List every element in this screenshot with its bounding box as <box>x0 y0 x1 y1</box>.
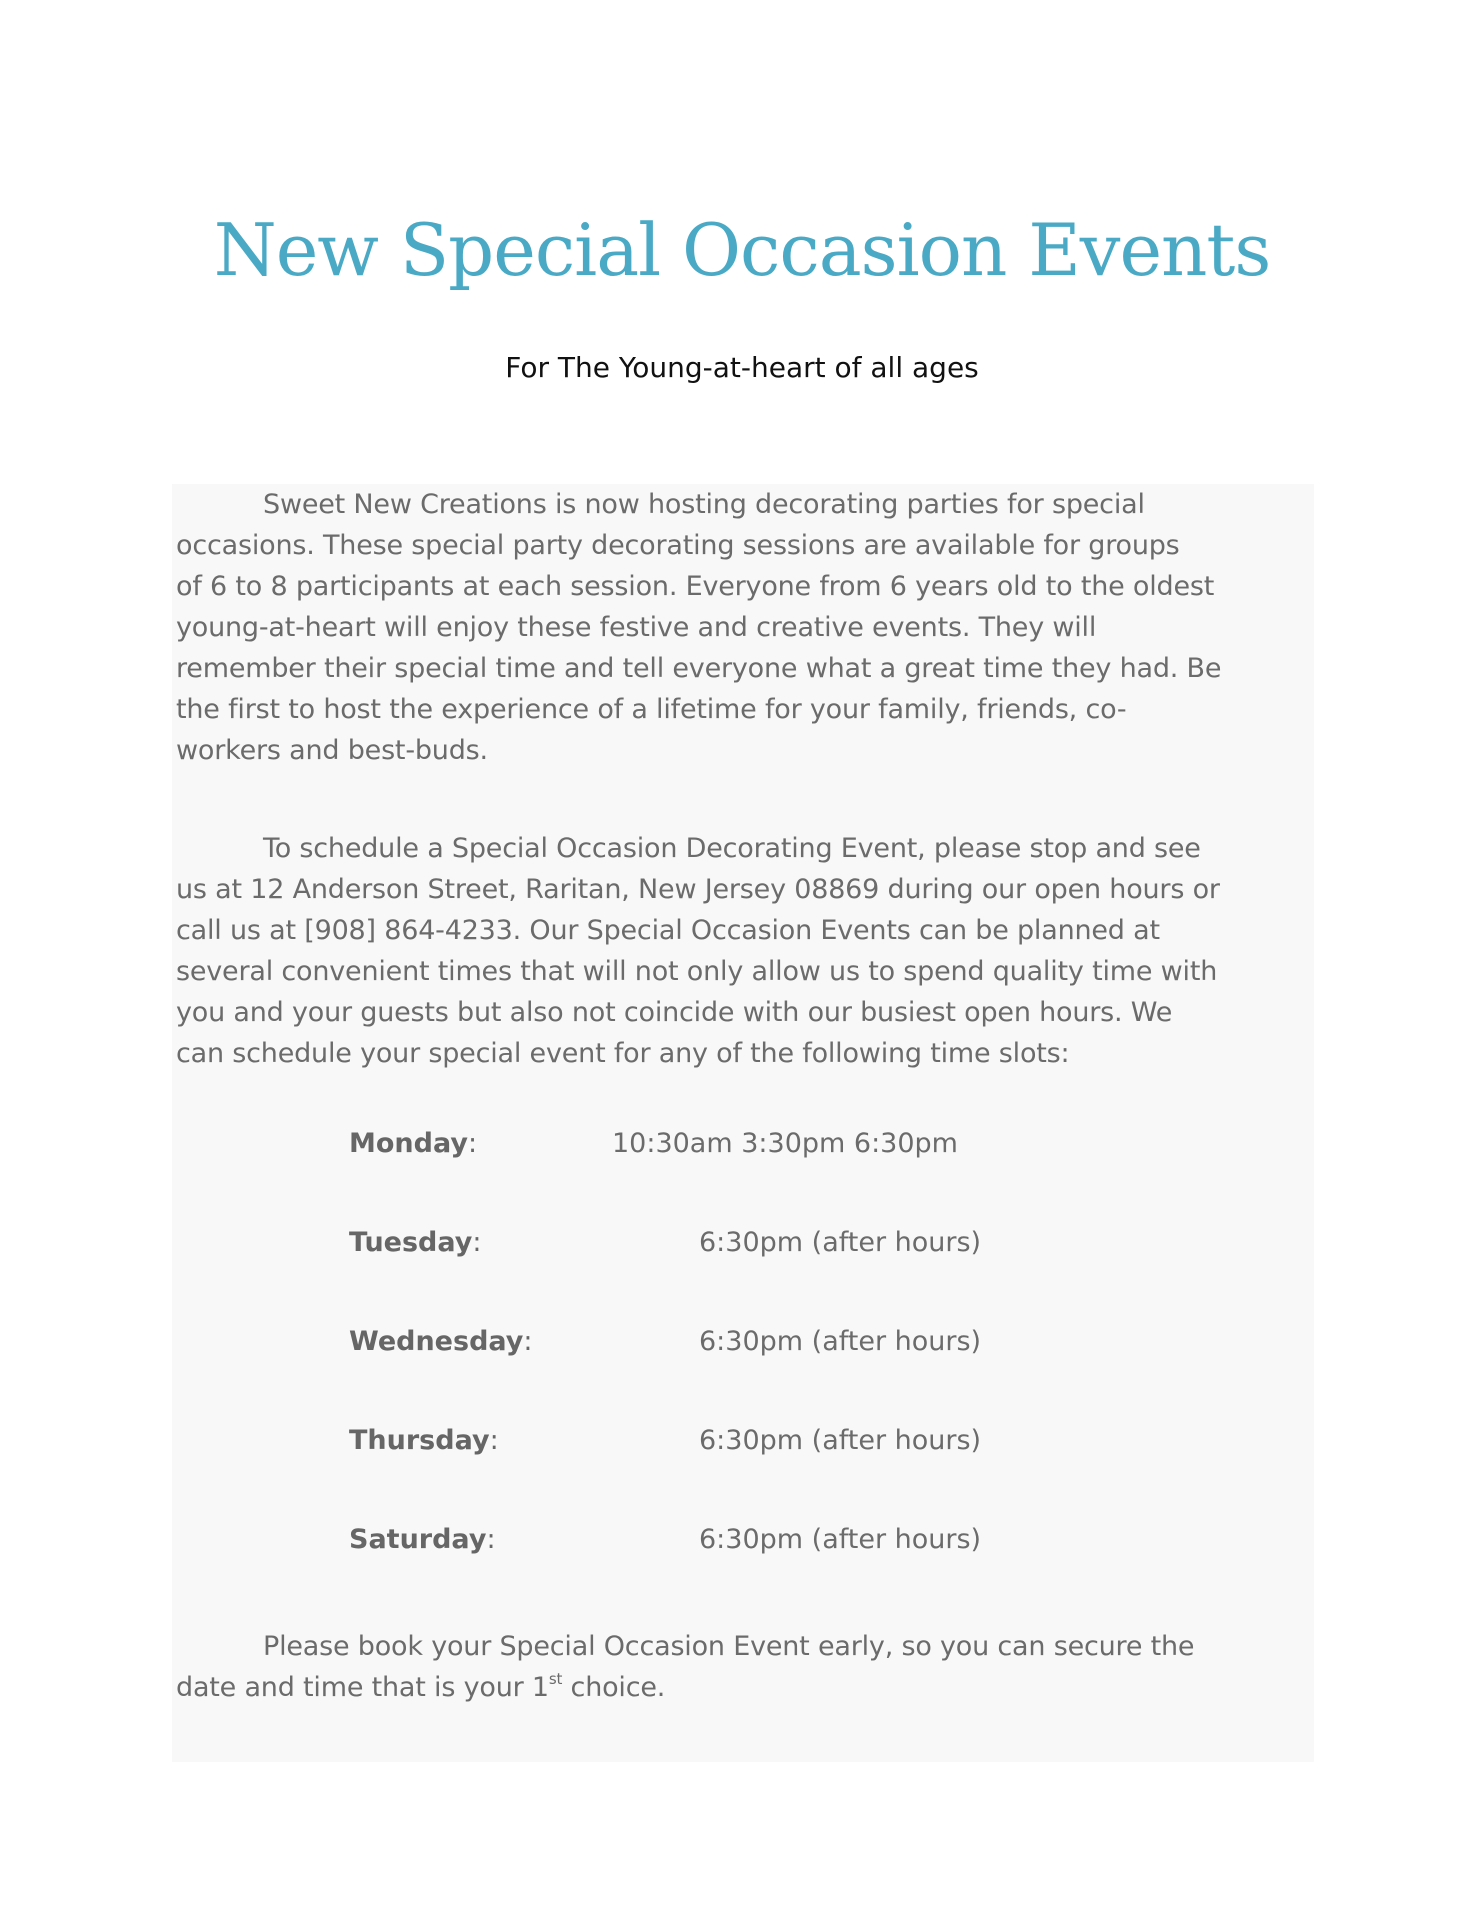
paragraph-line: you and your guests but also not coincide with our busiest open hours. We <box>176 997 1173 1028</box>
page-title: New Special Occasion Events <box>213 208 1271 292</box>
time-slot-tuesday <box>349 1223 1149 1263</box>
time-slot-monday <box>349 1124 1149 1164</box>
time-values: 6:30pm (after hours) <box>699 1524 982 1555</box>
paragraph-line: the first to host the experience of a lifetime for your family, friends, co- <box>176 694 1127 725</box>
time-values: 10:30am 3:30pm 6:30pm <box>612 1128 958 1159</box>
time-values: 6:30pm (after hours) <box>699 1425 982 1456</box>
day-label: Wednesday: <box>349 1326 533 1357</box>
day-label: Tuesday: <box>349 1227 482 1258</box>
time-slot-thursday <box>349 1421 1149 1461</box>
scheduling-paragraph <box>176 828 1316 1074</box>
page-subtitle: For The Young-at-heart of all ages <box>505 351 979 384</box>
time-slot-saturday <box>349 1520 1149 1560</box>
day-label: Saturday: <box>349 1524 496 1555</box>
paragraph-line: Sweet New Creations is now hosting decorating parties for special <box>263 489 1145 520</box>
intro-paragraph <box>176 484 1316 771</box>
paragraph-line: call us at [908] 864-4233. Our Special Occasion Events can be planned at <box>176 915 1160 946</box>
ordinal-suffix: st <box>548 1670 563 1688</box>
paragraph-line: To schedule a Special Occasion Decorating Event, please stop and see <box>263 833 1201 864</box>
paragraph-line: occasions. These special party decorating sessions are available for groups <box>176 530 1180 561</box>
time-slot-wednesday <box>349 1322 1149 1362</box>
paragraph-line: date and time that is your 1st choice. <box>176 1670 666 1703</box>
paragraph-line: can schedule your special event for any of the following time slots: <box>176 1038 1070 1069</box>
paragraph-line: us at 12 Anderson Street, Raritan, New Jersey 08869 during our open hours or <box>176 874 1220 905</box>
closing-paragraph <box>176 1626 1316 1708</box>
paragraph-line: several convenient times that will not only allow us to spend quality time with <box>176 956 1218 987</box>
paragraph-line: remember their special time and tell everyone what a great time they had. Be <box>176 653 1222 684</box>
time-values: 6:30pm (after hours) <box>699 1326 982 1357</box>
content-box <box>172 484 1314 1762</box>
day-label: Thursday: <box>349 1425 499 1456</box>
paragraph-line: of 6 to 8 participants at each session. Everyone from 6 years old to the oldest <box>176 571 1215 602</box>
paragraph-line: young-at-heart will enjoy these festive and creative events. They will <box>176 612 1097 643</box>
paragraph-line: workers and best-buds. <box>176 735 488 766</box>
day-label: Monday: <box>349 1128 478 1159</box>
paragraph-line: Please book your Special Occasion Event early, so you can secure the <box>263 1631 1195 1662</box>
time-values: 6:30pm (after hours) <box>699 1227 982 1258</box>
